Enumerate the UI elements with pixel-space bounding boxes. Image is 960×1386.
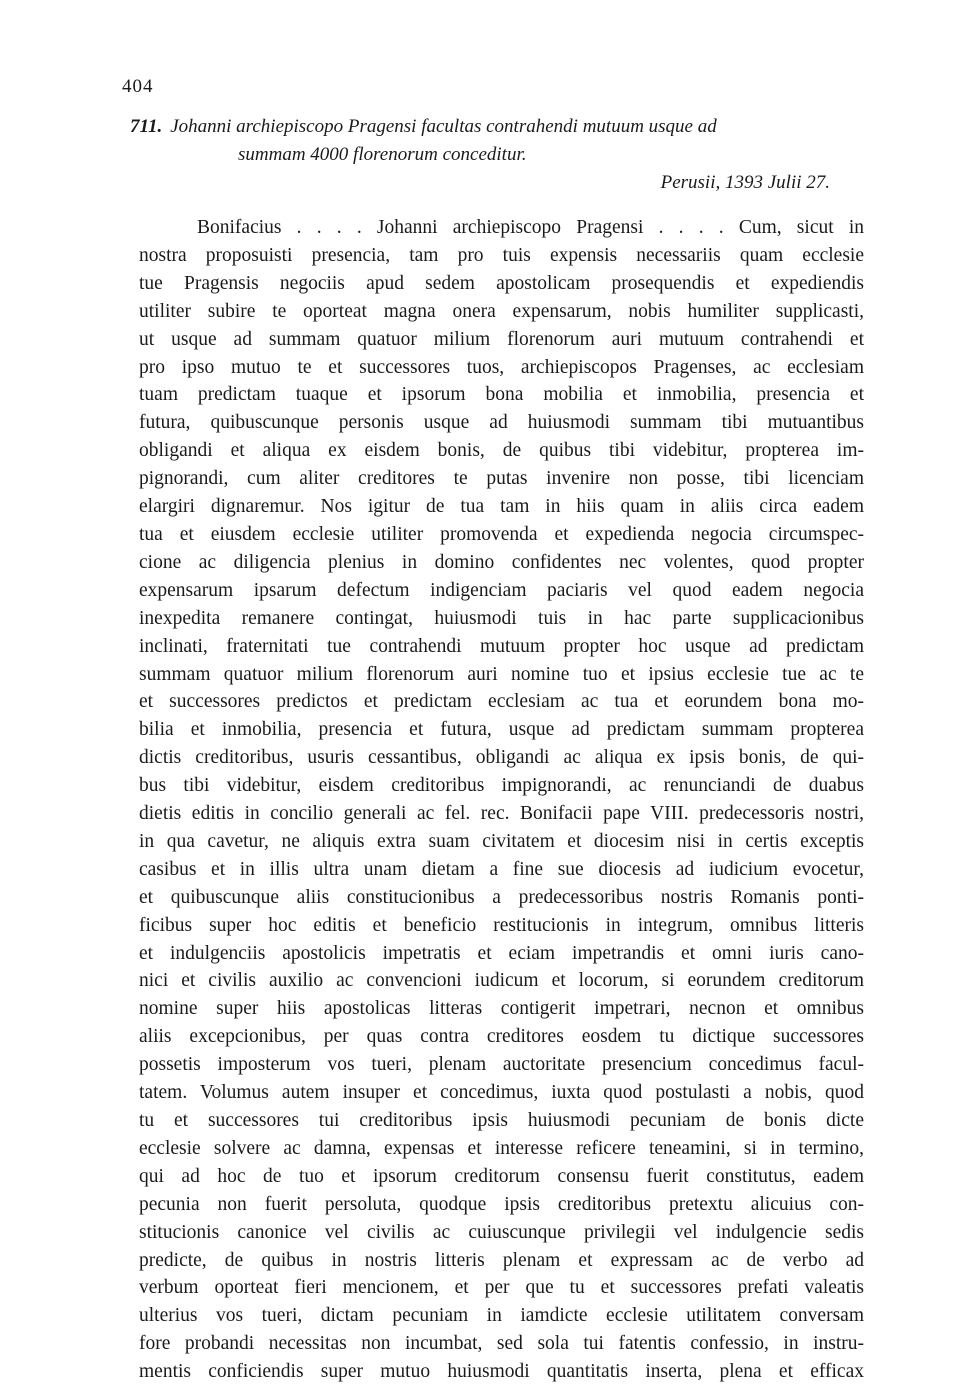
text-line: in qua cavetur, ne aliquis extra suam civitatem et diocesim nisi in certis exceptis: [139, 830, 864, 852]
text-line: qui ad hoc de tuo et ipsorum creditorum consensu fuerit constitutus, eadem: [139, 1165, 864, 1187]
text-line: tuam predictam tuaque et ipsorum bona mobilia et inmobilia, presencia et: [139, 384, 864, 406]
text-line: possetis imposterum vos tueri, plenam auctoritate presencium concedimus facul-: [139, 1054, 864, 1076]
text-line: Bonifacius . . . . Johanni archiepiscopo Pragensi . . . . Cum, sicut in: [197, 217, 864, 238]
text-line: nomine super hiis apostolicas litteras contigerit impetrari, necnon et omnibus: [139, 998, 864, 1020]
text-line: nici et civilis auxilio ac convencioni iudicum et locorum, si eorundem creditorum: [139, 970, 864, 992]
text-line: mentis conficiendis super mutuo huiusmodi quantitatis inserta, plena et efficax: [139, 1361, 864, 1383]
text-line: stitucionis canonice vel civilis ac cuiuscunque privilegii vel indulgencie sedis: [139, 1221, 864, 1243]
document-heading: [130, 113, 850, 169]
text-line: inexpedita remanere contingat, huiusmodi tuis in hac parte supplicacionibus: [139, 607, 864, 629]
document-number: 711.: [130, 116, 163, 137]
text-line: et successores predictos et predictam ecclesiam ac tua et eorundem bona mo-: [139, 691, 864, 713]
text-line: aliis excepcionibus, per quas contra creditores eosdem tu dictique successores: [139, 1026, 864, 1048]
text-line: ecclesie solvere ac damna, expensas et interesse reficere teneamini, si in termino,: [139, 1137, 864, 1159]
text-line: verbum oporteat fieri mencionem, et per que tu et successores prefati valeatis: [139, 1277, 864, 1299]
text-line: pro ipso mutuo te et successores tuos, archiepiscopos Pragenses, ac ecclesiam: [139, 356, 864, 378]
heading-line-1: Johanni archiepiscopo Pragensi facultas contrahendi mutuum usque ad: [170, 116, 717, 137]
text-line: casibus et in illis ultra unam dietam a fine sue diocesis ad iudicium evocetur,: [139, 858, 864, 880]
text-line: bilia et inmobilia, presencia et futura, usque ad predictam summam propterea: [139, 719, 864, 741]
text-line: pignorandi, cum aliter creditores te putas invenire non posse, tibi licenciam: [139, 468, 864, 490]
text-line: cione ac diligencia plenius in domino confidentes nec volentes, quod propter: [139, 551, 864, 573]
text-line: ut usque ad summam quatuor milium florenorum auri mutuum contrahendi et: [139, 328, 864, 350]
text-line: expensarum ipsarum defectum indigenciam paciaris vel quod eadem negocia: [139, 579, 864, 601]
text-line: predicte, de quibus in nostris litteris plenam et expressam ac de verbo ad: [139, 1249, 864, 1271]
text-line: inclinati, fraternitati tue contrahendi mutuum propter hoc usque ad predictam: [139, 635, 864, 657]
heading-line-2: summam 4000 florenorum conceditur.: [238, 144, 527, 165]
text-line: et indulgenciis apostolicis impetratis et eciam impetrandis et omni iuris cano-: [139, 942, 864, 964]
text-line: et quibuscunque aliis constitucionibus a predecessoribus nostris Romanis ponti-: [139, 886, 864, 908]
dateline: Perusii, 1393 Julii 27.: [660, 172, 830, 193]
page-number: 404: [122, 76, 154, 97]
text-line: dictis creditoribus, usuris cessantibus, obligandi ac aliqua ex ipsis bonis, de qui-: [139, 747, 864, 769]
text-line: dietis editis in concilio generali ac fel. rec. Bonifacii pape VIII. predecessoris nostri,: [139, 803, 864, 825]
text-line: tu et successores tui creditoribus ipsis huiusmodi pecuniam de bonis dicte: [139, 1110, 864, 1131]
body-text: [139, 214, 864, 1386]
text-line: pecunia non fuerit persoluta, quodque ipsis creditoribus pretextu alicuius con-: [139, 1193, 864, 1215]
text-line: obligandi et aliqua ex eisdem bonis, de quibus tibi videbitur, propterea im-: [139, 440, 864, 462]
text-line: bus tibi videbitur, eisdem creditoribus impignorandi, ac renunciandi de duabus: [139, 775, 864, 797]
text-line: elargiri dignaremur. Nos igitur de tua tam in hiis quam in aliis circa eadem: [139, 496, 864, 518]
text-line: ficibus super hoc editis et beneficio restitucionis in integrum, omnibus litteris: [139, 914, 864, 936]
text-line: ulterius vos tueri, dictam pecuniam in iamdicte ecclesie utilitatem conversam: [139, 1305, 864, 1327]
text-line: utiliter subire te oporteat magna onera expensarum, nobis humiliter supplicasti,: [139, 300, 864, 322]
text-line: tue Pragensis negociis apud sedem apostolicam prosequendis et expediendis: [139, 272, 864, 294]
text-line: futura, quibuscunque personis usque ad huiusmodi summam tibi mutuantibus: [139, 412, 864, 434]
text-line: tua et eiusdem ecclesie utiliter promovenda et expedienda negocia circumspec-: [139, 523, 864, 545]
text-line: fore probandi necessitas non incumbat, sed sola tui fatentis confessio, in instru-: [139, 1333, 864, 1355]
text-line: summam quatuor milium florenorum auri nomine tuo et ipsius ecclesie tue ac te: [139, 663, 864, 685]
text-line: tatem. Volumus autem insuper et concedimus, iuxta quod postulasti a nobis, quod: [139, 1082, 864, 1104]
text-line: nostra proposuisti presencia, tam pro tuis expensis necessariis quam ecclesie: [139, 244, 864, 266]
